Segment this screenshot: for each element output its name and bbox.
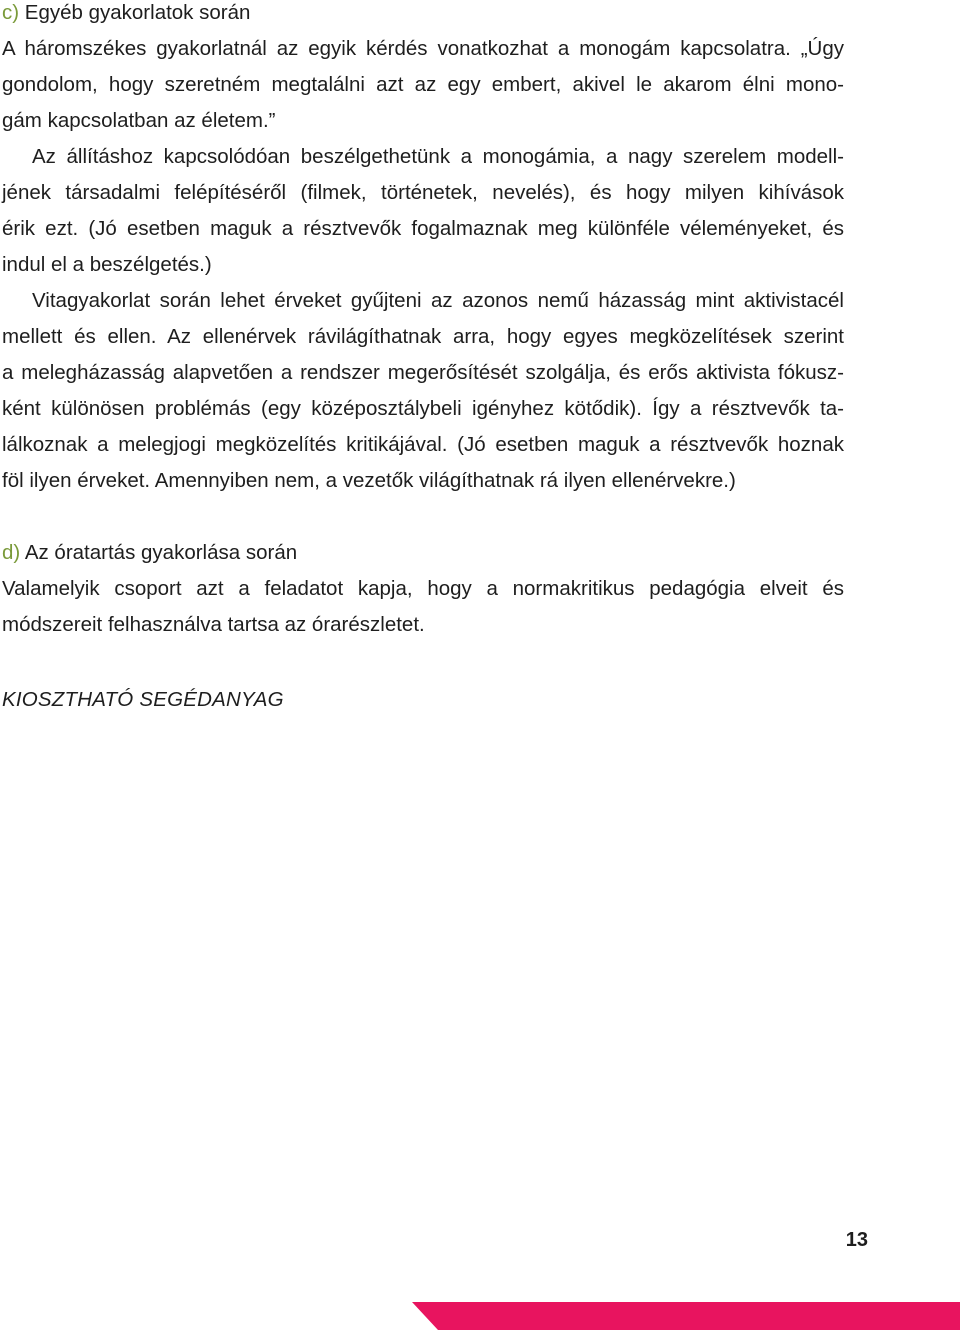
paragraph-line: a melegházasság alapvetően a rendszer megerősítését szolgálja, és erős aktivista fókusz-: [2, 361, 844, 384]
page-number: 13: [845, 1229, 868, 1251]
section-c-paragraph-3: [2, 283, 844, 499]
section-c-paragraph-2: [2, 139, 844, 283]
paragraph-line: föl ilyen érveket. Amennyiben nem, a vezetők világíthatnak rá ilyen ellenérvekre.): [2, 469, 736, 492]
paragraph-line: ként különösen problémás (egy középosztálybeli igényhez kötődik). Így a résztvevők ta-: [2, 397, 844, 420]
paragraph-line: mellett és ellen. Az ellenérvek rávilágíthatnak arra, hogy egyes megközelítések szerint: [2, 325, 844, 348]
section-c-heading: [2, 0, 844, 31]
paragraph-line: Az állításhoz kapcsolódóan beszélgethetünk a monogámia, a nagy szerelem modell-: [32, 145, 844, 168]
section-d-letter: d): [2, 541, 21, 564]
paragraph-line: gondolom, hogy szeretném megtalálni azt az egy embert, akivel le akarom élni mono-: [2, 73, 844, 96]
section-c-letter: c): [2, 1, 20, 24]
section-c-title: Egyéb gyakorlatok során: [24, 1, 251, 24]
handout-heading: KIOSZTHATÓ SEGÉDANYAG: [2, 688, 284, 711]
section-d-title: Az óratartás gyakorlása során: [24, 541, 298, 564]
footer-accent-shape: [412, 1302, 960, 1330]
paragraph-line: Vitagyakorlat során lehet érveket gyűjteni az azonos nemű házasság mint aktivistacél: [32, 289, 844, 312]
paragraph-line: módszereit felhasználva tartsa az órarészletet.: [2, 613, 425, 636]
document-body: [2, 0, 844, 643]
paragraph-line: gám kapcsolatban az életem.”: [2, 109, 276, 132]
paragraph-line: Valamelyik csoport azt a feladatot kapja, hogy a normakritikus pedagógia elveit és: [2, 577, 844, 600]
section-d-heading: [2, 535, 844, 571]
paragraph-line: jének társadalmi felépítéséről (filmek, történetek, nevelés), és hogy milyen kihívások: [2, 181, 844, 204]
paragraph-line: érik ezt. (Jó esetben maguk a résztvevők fogalmaznak meg különféle véleményeket, és: [2, 217, 844, 240]
paragraph-line: A háromszékes gyakorlatnál az egyik kérdés vonatkozhat a monogám kapcsolatra. „Úgy: [2, 37, 844, 60]
section-d-paragraph-1: [2, 571, 844, 643]
paragraph-line: indul el a beszélgetés.): [2, 253, 212, 276]
paragraph-line: lálkoznak a melegjogi megközelítés kritikájával. (Jó esetben maguk a résztvevők hoznak: [2, 433, 844, 456]
section-c-paragraph-1: [2, 31, 844, 139]
footer-accent-band: [0, 1302, 960, 1330]
